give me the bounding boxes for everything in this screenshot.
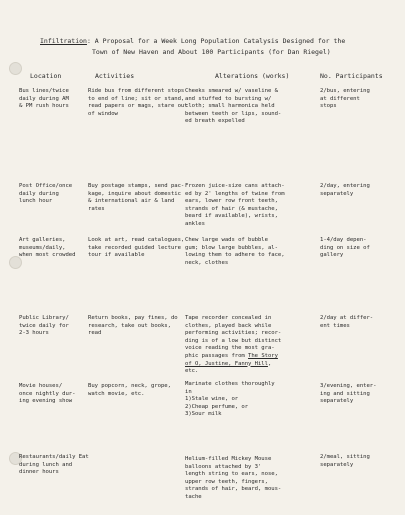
row-2-participants: 2/day, entering separately	[320, 183, 370, 197]
row-5-participants: 3/evening, enter- ing and sitting separately	[320, 383, 377, 405]
row-1-activities: Ride bus from different stops to end of line; sit or stand, read papers or mags, stare out of window	[88, 88, 188, 117]
row-1-participants: 2/bus, entering at different stops	[320, 88, 370, 110]
row-6-participants: 2/meal, sitting separately	[320, 454, 370, 468]
row-3-alterations: Chew large wads of bubble gum; blow large bubbles, al- lowing them to adhere to face, neck, clothes	[185, 237, 285, 266]
row-1-alterations: Cheeks smeared w/ vaseline & and stuffed to bursting w/ cloth; small harmonica held between teeth or lips, sound- ed breath expelled	[185, 88, 282, 125]
row-3-participants: 1-4/day depen- ding on size of gallery	[320, 237, 370, 259]
title-line2: Town of New Haven and About 100 Participants (for Dan Riegel)	[92, 48, 331, 56]
document-title	[40, 36, 390, 58]
row-2-alterations: Frozen juice-size cans attach- ed by 2' lengths of twine from ears, lower row front teeth, strands of hair (& mustache, beard if available), wrists, ankles	[185, 183, 285, 227]
row-4-book-title-1: The Story	[248, 352, 278, 359]
row-5-activities: Buy popcorn, neck, grope, watch movie, etc.	[88, 383, 171, 397]
title-line1: : A Proposal for a Week Long Population Catalysis Designed for the	[86, 37, 346, 45]
row-3-location: Art galleries, museums/daily, when most crowded	[19, 237, 76, 259]
header-alterations: Alterations (works)	[215, 72, 290, 80]
row-5-alterations: Marinate clothes thoroughly in 1)Stale wine, or 2)Cheap perfume, or 3)Sour milk	[185, 381, 275, 418]
row-4-location: Public Library/ twice daily for 2-3 hours	[19, 315, 69, 337]
row-4-activities: Return books, pay fines, do research, take out books, read	[88, 315, 178, 337]
header-activities: Activities	[95, 72, 135, 80]
row-2-location: Post Office/once daily during lunch hour	[19, 183, 73, 205]
row-4-alterations-text: Tape recorder concealed in clothes, played back while performing activities; recor- ding is of a low but distinct voice reading the most gra- phic passages from	[185, 315, 282, 359]
row-3-activities: Look at art, read catalogues, take recorded guided lecture tour if available	[88, 237, 185, 259]
row-6-location: Restaurants/daily Eat during lunch and dinner hours	[19, 454, 89, 476]
row-2-activities: Buy postage stamps, send pac- kage, inquire about domestic & international air & land rates	[88, 183, 185, 212]
row-1-location: Bus lines/twice daily during AM & PM rush hours	[19, 88, 69, 110]
row-6-alterations: Helium-filled Mickey Mouse balloons attached by 3' length string to ears, nose, upper row teeth, fingers, strands of hair, beard, mous- tache	[185, 456, 282, 500]
punch-hole	[9, 62, 22, 75]
row-4-participants: 2/day at differ- ent times	[320, 315, 374, 329]
row-4-alterations	[185, 315, 281, 376]
header-participants: No. Participants	[320, 72, 383, 80]
row-5-location: Movie houses/ once nightly dur- ing evening show	[19, 383, 76, 405]
title-label: Infiltration	[40, 37, 87, 45]
header-location: Location	[30, 72, 62, 80]
row-4-book-title-2: of O, Justine, Fanny Hill	[185, 360, 268, 367]
row-4-alterations-end: , etc.	[185, 360, 272, 375]
